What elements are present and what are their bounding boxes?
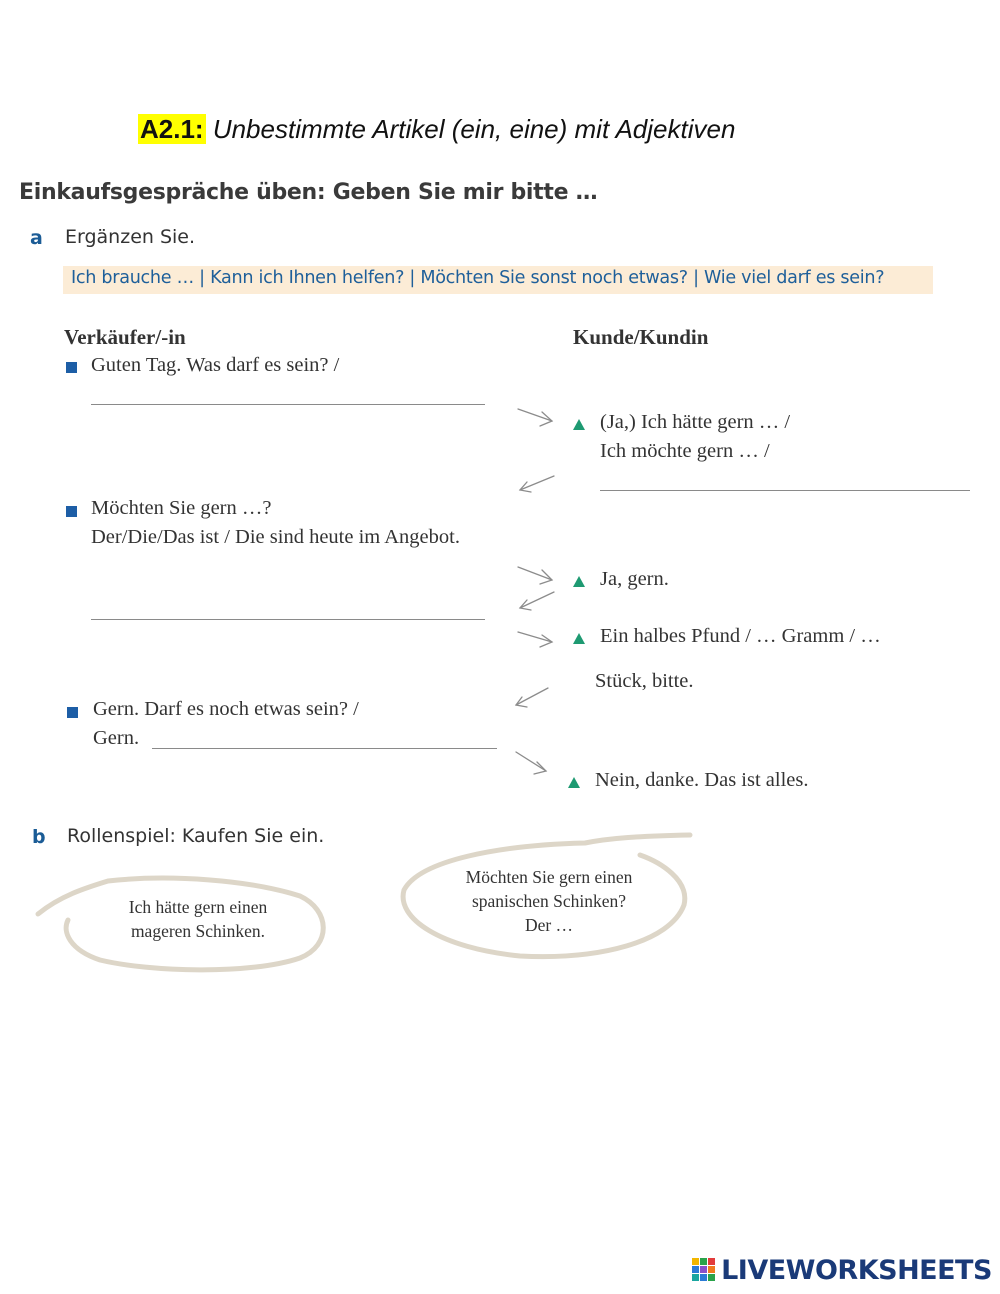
bubble-right-text bbox=[424, 865, 674, 937]
seller-line-2b: Der/Die/Das ist / Die sind heute im Angebot. bbox=[91, 526, 460, 548]
part-b-letter: b bbox=[32, 826, 46, 848]
liveworksheets-logo bbox=[692, 1255, 992, 1286]
customer-line-1b: Ich möchte gern … / bbox=[600, 440, 770, 462]
customer-column-header: Kunde/Kundin bbox=[573, 325, 709, 349]
seller-line-1: Guten Tag. Was darf es sein? / bbox=[91, 354, 340, 376]
bubble-left-line-1: Ich hätte gern einen bbox=[128, 897, 268, 917]
customer-line-3b: Stück, bitte. bbox=[595, 670, 694, 692]
lesson-topic: Unbestimmte Artikel (ein, eine) mit Adjektiven bbox=[212, 114, 736, 144]
part-a-instruction: Ergänzen Sie. bbox=[65, 226, 196, 248]
bubble-right-line-1: Möchten Sie gern einen bbox=[465, 867, 633, 887]
seller-line-3a: Gern. Darf es noch etwas sein? / bbox=[93, 698, 359, 720]
liveworksheets-logo-text: LIVEWORKSHEETS bbox=[721, 1255, 992, 1286]
part-b-instruction: Rollenspiel: Kaufen Sie ein. bbox=[67, 825, 325, 847]
seller-column-header: Verkäufer/-in bbox=[64, 325, 186, 349]
liveworksheets-icon bbox=[692, 1258, 716, 1282]
customer-line-1a: (Ja,) Ich hätte gern … / bbox=[600, 411, 791, 433]
bubble-right-line-3: Der … bbox=[524, 915, 574, 935]
lesson-code: A2.1: bbox=[140, 114, 204, 144]
bubble-right-line-2: spanischen Schinken? bbox=[471, 891, 627, 911]
seller-line-2a: Möchten Sie gern …? bbox=[91, 497, 272, 519]
bubble-left-line-2: mageren Schinken. bbox=[130, 921, 266, 941]
seller-line-3b: Gern. bbox=[93, 727, 140, 749]
section-heading: Einkaufsgespräche üben: Geben Sie mir bitte … bbox=[19, 180, 598, 205]
customer-line-4: Nein, danke. Das ist alles. bbox=[595, 769, 809, 791]
part-a-letter: a bbox=[30, 227, 43, 249]
customer-line-2: Ja, gern. bbox=[600, 568, 669, 590]
phrase-list: Ich brauche … | Kann ich Ihnen helfen? | Möchten Sie sonst noch etwas? | Wie viel darf es sein? bbox=[71, 268, 885, 288]
bubble-left-text bbox=[78, 895, 318, 943]
customer-line-3a: Ein halbes Pfund / … Gramm / … bbox=[600, 625, 881, 647]
